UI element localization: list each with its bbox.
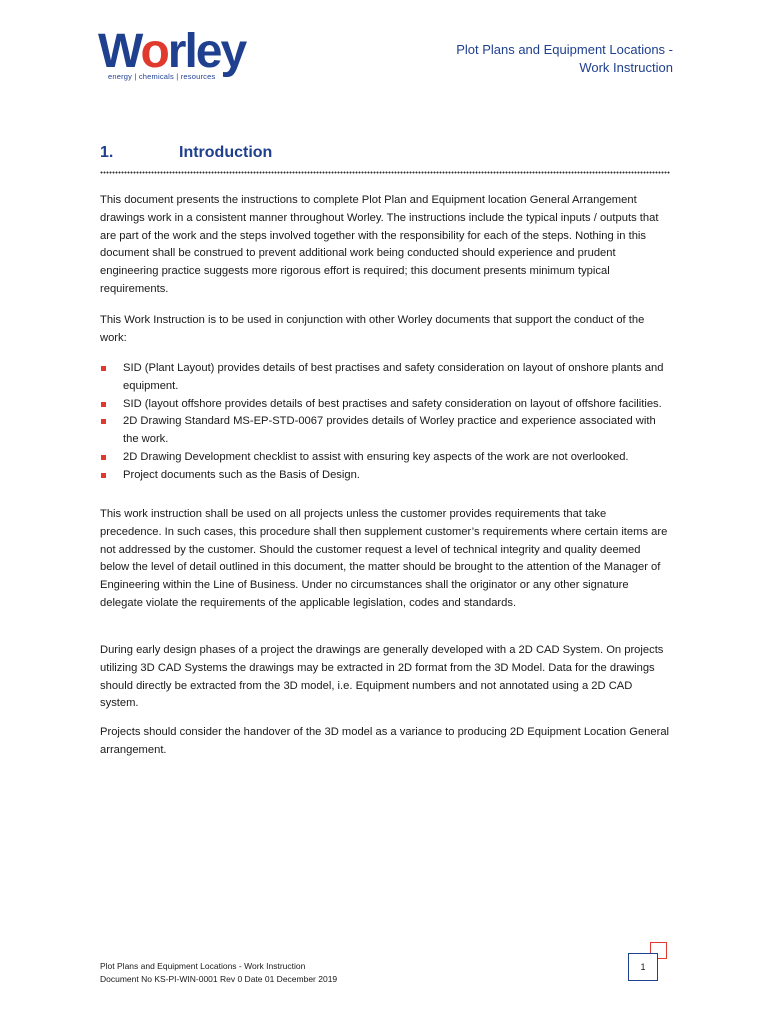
paragraph-5-text: Projects should consider the handover of the 3D model as a variance to producing 2D Equipment Location General arrangement. (100, 726, 670, 756)
list-item-text: SID (Plant Layout) provides details of best practises and safety consideration on layout of onshore plants and equipment. (123, 362, 664, 392)
paragraph-2-text: This Work Instruction is to be used in conjunction with other Worley documents that support the conduct of the work: (100, 314, 645, 344)
list-item-text: SID (layout offshore provides details of best practises and safety consideration on layout of offshore facilities. (123, 397, 662, 410)
paragraph-4 (100, 642, 670, 713)
paragraph-5 (100, 724, 670, 760)
footer-document-number: Document No KS-PI-WIN-0001 Rev 0 Date 01 December 2019 (100, 974, 338, 984)
paragraph-3-text: This work instruction shall be used on all projects unless the customer provides requirements that take precedence. In such cases, this procedure shall then supplement customer’s requirements where certain items are not addressed by the customer. Should the customer request a level of technical integrity and quality deemed below the level of detail outlined in this document, the matter should be brought to the attention of the Manager of Engineering within the Line of Business. Under no circumstances shall the originator or any other signature delegate violate the requirements of the applicable legislation, codes and standards. (100, 508, 668, 609)
paragraph-1-text: This document presents the instructions to complete Plot Plan and Equipment location General Arrangement drawings work in a consistent manner throughout Worley. The instructions include the typical inputs / outputs that are part of the work and the steps involved together with the responsibility for each of the steps. Nothing in this document shall be construed to prevent additional work being conducted should experience and prudent engineering practice suggests more rigorous effort is required; this document presents minimum typical requirements. (100, 194, 659, 295)
list-item (100, 360, 670, 396)
paragraph-2 (100, 312, 670, 348)
list-item-text: 2D Drawing Standard MS-EP-STD-0067 provides details of Worley practice and experience associated with the work. (123, 415, 656, 446)
header-title (456, 41, 673, 77)
bullet-square-icon (101, 402, 106, 407)
bullet-square-icon (101, 419, 106, 424)
section-title: Introduction (179, 144, 273, 161)
bullet-square-icon (101, 473, 106, 478)
dotted-divider (100, 171, 670, 174)
page-footer (100, 960, 337, 986)
list-item (100, 413, 670, 449)
page-number: 1 (628, 953, 658, 981)
paragraph-1 (100, 192, 670, 299)
bullet-square-icon (101, 366, 106, 371)
list-item (100, 449, 670, 467)
logo-tagline: energy | chemicals | resources (108, 72, 216, 81)
footer-title: Plot Plans and Equipment Locations - Work Instruction (100, 961, 306, 971)
bullet-square-icon (101, 455, 106, 460)
paragraph-4-text: During early design phases of a project the drawings are generally developed with a 2D CAD System. On projects utilizing 3D CAD Systems the drawings may be extracted in 2D format from the 3D Model. Data for the drawings should directly be extracted from the 3D model, i.e. Equipment numbers and not annotated using a 2D CAD system. (100, 644, 664, 710)
list-item-text: 2D Drawing Development checklist to assist with ensuring key aspects of the work are not overlooked. (123, 450, 629, 463)
list-item (100, 396, 670, 414)
logo-wordmark: Worley (98, 25, 246, 78)
worley-logo (98, 25, 258, 84)
paragraph-3 (100, 506, 670, 613)
list-item-text: Project documents such as the Basis of Design. (123, 468, 360, 481)
header-title-line2: Work Instruction (579, 60, 673, 75)
list-item (100, 467, 670, 485)
section-number: 1. (100, 144, 114, 161)
header-title-line1: Plot Plans and Equipment Locations - (456, 42, 673, 57)
reference-documents-list (100, 360, 670, 485)
